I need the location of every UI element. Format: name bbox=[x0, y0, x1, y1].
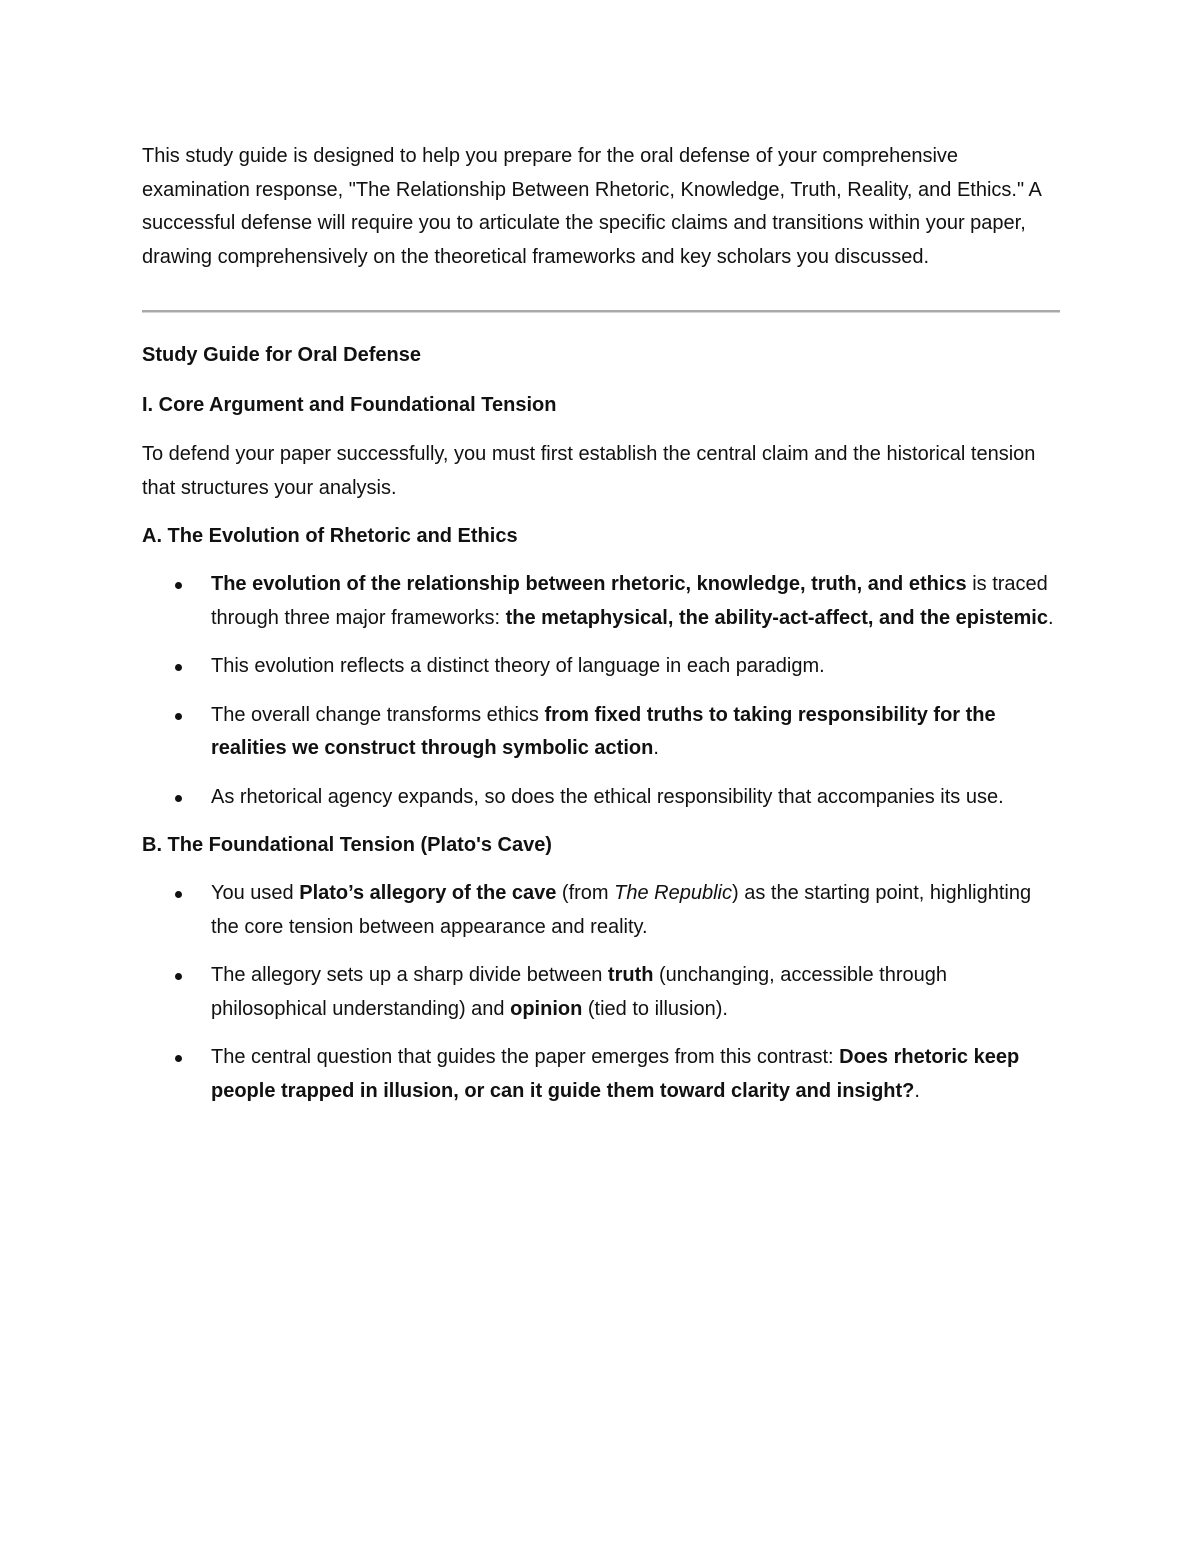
bullet-text: (from bbox=[556, 882, 615, 904]
bullet-text: You used bbox=[211, 882, 300, 904]
document-page bbox=[142, 140, 1062, 1108]
horizontal-divider bbox=[142, 310, 1060, 313]
bullet-icon bbox=[175, 1055, 182, 1062]
list-item bbox=[142, 1041, 1062, 1108]
tension-bullet-list bbox=[142, 877, 1062, 1108]
bullet-bold-text: from fixed truths to taking responsibility for the realities we construct through symbolic action bbox=[211, 703, 996, 759]
section-intro-paragraph: To defend your paper successfully, you must first establish the central claim and the historical tension that structures your analysis. bbox=[142, 443, 1036, 499]
bullet-icon bbox=[175, 973, 182, 980]
bullet-icon bbox=[175, 713, 182, 720]
list-item bbox=[142, 650, 1062, 684]
bullet-text: . bbox=[653, 737, 659, 759]
evolution-bullet-list bbox=[142, 568, 1062, 814]
intro-paragraph: This study guide is designed to help you prepare for the oral defense of your comprehensive examination response, "The Relationship Between Rhetoric, Knowledge, Truth, Reality, and Ethics." A successful defense will require you to articulate the specific claims and transitions within your paper, drawing comprehensively on the theoretical frameworks and key scholars you discussed. bbox=[142, 145, 1041, 268]
bullet-icon bbox=[175, 795, 182, 802]
subheading-foundational-tension: B. The Foundational Tension (Plato's Cave) bbox=[142, 834, 552, 856]
bullet-icon bbox=[175, 582, 182, 589]
bullet-italic-text: The Republic bbox=[614, 882, 732, 904]
bullet-text: ) as the starting point, highlighting the core tension between appearance and reality. bbox=[211, 882, 1032, 938]
bullet-text: The central question that guides the paper emerges from this contrast: bbox=[211, 1046, 840, 1068]
list-item bbox=[142, 877, 1062, 944]
bullet-bold-text: The evolution of the relationship between rhetoric, knowledge, truth, and ethics bbox=[211, 573, 967, 595]
bullet-bold-text: Plato’s allegory of the cave bbox=[299, 882, 557, 904]
bullet-text: The allegory sets up a sharp divide between bbox=[211, 964, 608, 986]
bullet-bold-text: Does rhetoric keep people trapped in illusion, or can it guide them toward clarity and insight? bbox=[211, 1046, 1020, 1102]
bullet-icon bbox=[175, 664, 182, 671]
bullet-icon bbox=[175, 891, 182, 898]
section-heading-core-argument: I. Core Argument and Foundational Tension bbox=[142, 394, 557, 416]
bullet-text: The overall change transforms ethics bbox=[211, 703, 545, 726]
list-item bbox=[142, 781, 1062, 815]
list-item bbox=[142, 568, 1062, 635]
subheading-evolution: A. The Evolution of Rhetoric and Ethics bbox=[142, 525, 518, 547]
bullet-text: . bbox=[1047, 606, 1054, 629]
list-item bbox=[142, 699, 1062, 766]
bullet-text: This evolution reflects a distinct theory of language in each paradigm. bbox=[211, 655, 825, 677]
bullet-text: (tied to illusion). bbox=[582, 997, 728, 1020]
guide-title: Study Guide for Oral Defense bbox=[142, 344, 421, 366]
list-item bbox=[142, 959, 1062, 1026]
bullet-bold-text: the metaphysical, the ability-act-affect, and the epistemic bbox=[505, 606, 1048, 629]
bullet-bold-text: truth bbox=[607, 964, 654, 986]
bullet-text: is traced through three major frameworks: bbox=[211, 573, 1048, 629]
bullet-bold-text: opinion bbox=[510, 997, 583, 1020]
bullet-text: . bbox=[914, 1079, 920, 1102]
bullet-text: (unchanging, accessible through philosophical understanding) and bbox=[211, 964, 947, 1020]
bullet-text: As rhetorical agency expands, so does the ethical responsibility that accompanies its use. bbox=[211, 785, 1004, 808]
